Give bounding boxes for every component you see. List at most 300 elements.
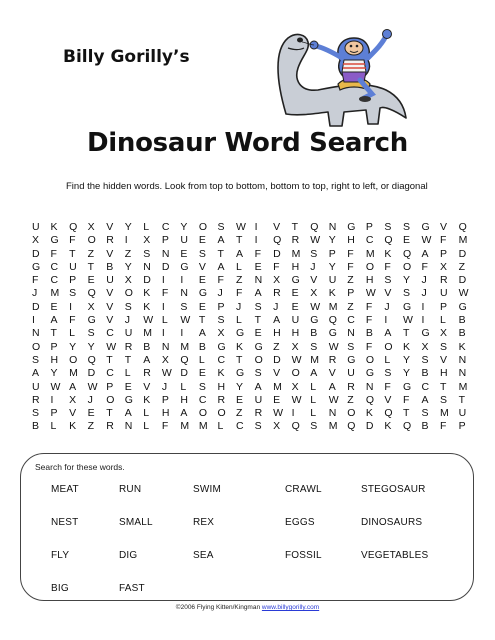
- grid-letter: M: [69, 367, 78, 380]
- grid-letter: N: [161, 247, 170, 260]
- grid-letter: W: [87, 380, 98, 393]
- grid-letter: S: [87, 327, 95, 340]
- grid-letter: F: [440, 420, 447, 433]
- grid-letter: S: [32, 407, 40, 420]
- grid-letter: G: [217, 340, 226, 353]
- grid-letter: D: [87, 367, 96, 380]
- grid-letter: T: [236, 234, 243, 247]
- grid-letter: A: [236, 247, 244, 260]
- grid-letter: K: [50, 221, 58, 233]
- grid-letter: M: [273, 380, 282, 393]
- grid-letter: T: [124, 353, 132, 366]
- grid-letter: L: [124, 367, 131, 380]
- grid-letter: Q: [458, 221, 467, 233]
- grid-letter: I: [161, 327, 165, 340]
- grid-letter: O: [32, 340, 41, 353]
- website-link[interactable]: www.billygorilly.com: [261, 604, 320, 611]
- grid-letter: S: [180, 300, 188, 313]
- grid-letter: M: [328, 420, 338, 433]
- grid-letter: T: [236, 353, 243, 366]
- grid-letter: Y: [402, 353, 410, 366]
- grid-letter: M: [291, 247, 301, 260]
- grid-letter: L: [69, 327, 75, 340]
- grid-letter: X: [217, 327, 225, 340]
- grid-letter: N: [328, 407, 337, 420]
- grid-letter: T: [217, 247, 224, 260]
- grid-letter: L: [236, 260, 242, 273]
- grid-letter: Q: [328, 314, 337, 327]
- grid-letter: Y: [402, 367, 410, 380]
- search-word: BIG: [51, 583, 69, 594]
- word-bank: [20, 453, 474, 601]
- grid-letter: N: [124, 420, 133, 433]
- grid-letter: T: [254, 314, 261, 327]
- grid-letter: F: [161, 287, 169, 300]
- grid-letter: A: [254, 287, 262, 300]
- grid-letter: F: [421, 260, 428, 273]
- grid-letter: S: [254, 367, 262, 380]
- grid-letter: P: [106, 380, 114, 393]
- grid-letter: H: [161, 407, 170, 420]
- grid-letter: L: [143, 221, 150, 233]
- grid-row: [32, 261, 477, 274]
- grid-letter: N: [254, 274, 263, 287]
- grid-letter: Q: [87, 353, 96, 366]
- grid-letter: V: [198, 260, 206, 273]
- grid-letter: L: [440, 314, 446, 327]
- grid-letter: L: [143, 407, 150, 420]
- grid-letter: J: [384, 300, 390, 313]
- grid-letter: F: [217, 274, 224, 287]
- grid-letter: D: [458, 247, 467, 260]
- grid-letter: G: [347, 221, 356, 233]
- grid-letter: P: [69, 274, 77, 287]
- grid-letter: R: [328, 353, 337, 366]
- grid-letter: W: [402, 314, 413, 327]
- grid-letter: O: [402, 260, 412, 273]
- grid-letter: G: [236, 367, 245, 380]
- grid-letter: L: [217, 420, 224, 433]
- grid-letter: G: [254, 340, 263, 353]
- grid-letter: I: [180, 274, 184, 287]
- grid-letter: M: [440, 407, 449, 420]
- search-word: VEGETABLES: [361, 550, 429, 561]
- grid-letter: W: [273, 407, 284, 420]
- grid-letter: G: [32, 260, 41, 273]
- grid-letter: W: [180, 314, 191, 327]
- grid-letter: J: [87, 393, 93, 406]
- grid-letter: Q: [69, 221, 78, 233]
- grid-letter: W: [328, 340, 339, 353]
- grid-letter: P: [458, 420, 466, 433]
- grid-letter: N: [458, 353, 467, 366]
- grid-letter: X: [32, 234, 40, 247]
- grid-letter: A: [384, 327, 392, 340]
- grid-letter: I: [32, 314, 35, 327]
- grid-letter: R: [347, 380, 355, 393]
- grid-letter: U: [291, 314, 300, 327]
- grid-letter: F: [365, 314, 373, 327]
- grid-letter: P: [50, 340, 58, 353]
- grid-letter: V: [273, 221, 281, 233]
- grid-letter: I: [124, 234, 128, 247]
- grid-letter: W: [328, 393, 339, 406]
- grid-letter: D: [273, 247, 281, 260]
- grid-letter: H: [50, 353, 59, 366]
- grid-letter: L: [143, 420, 150, 433]
- grid-letter: L: [161, 314, 168, 327]
- grid-letter: Y: [124, 260, 132, 273]
- grid-letter: L: [198, 353, 205, 366]
- grid-letter: F: [347, 260, 354, 273]
- grid-letter: P: [440, 247, 448, 260]
- grid-row: [32, 367, 477, 380]
- search-word: DINOSAURS: [361, 517, 423, 528]
- grid-letter: I: [384, 314, 388, 327]
- grid-letter: C: [50, 274, 59, 287]
- grid-row: [32, 420, 477, 433]
- grid-letter: K: [384, 247, 392, 260]
- grid-letter: E: [198, 300, 206, 313]
- grid-letter: B: [458, 327, 466, 340]
- grid-letter: M: [328, 300, 338, 313]
- grid-letter: S: [402, 287, 410, 300]
- grid-letter: J: [310, 260, 316, 273]
- grid-letter: S: [310, 420, 318, 433]
- grid-letter: U: [124, 327, 133, 340]
- grid-letter: Y: [69, 340, 77, 353]
- grid-letter: J: [124, 314, 130, 327]
- grid-letter: H: [180, 393, 188, 406]
- brand-title: Billy Gorilly’s: [63, 47, 190, 67]
- grid-letter: I: [421, 314, 425, 327]
- grid-letter: E: [180, 247, 188, 260]
- grid-row: [32, 314, 477, 327]
- grid-letter: U: [440, 287, 448, 300]
- grid-letter: N: [365, 380, 374, 393]
- grid-letter: G: [236, 327, 245, 340]
- grid-letter: J: [217, 287, 223, 300]
- grid-letter: U: [106, 274, 114, 287]
- grid-letter: U: [458, 407, 467, 420]
- grid-row: [32, 354, 477, 367]
- footer: [0, 604, 495, 611]
- grid-letter: I: [69, 300, 73, 313]
- grid-letter: R: [273, 287, 281, 300]
- grid-letter: F: [384, 260, 391, 273]
- grid-letter: G: [328, 327, 337, 340]
- grid-letter: Q: [347, 420, 356, 433]
- grid-letter: Z: [347, 274, 354, 287]
- grid-letter: C: [161, 221, 170, 233]
- grid-letter: A: [180, 407, 188, 420]
- grid-letter: I: [161, 300, 165, 313]
- grid-letter: A: [143, 353, 151, 366]
- grid-row: [32, 301, 477, 314]
- grid-letter: L: [310, 380, 317, 393]
- grid-row: [32, 327, 477, 340]
- grid-letter: S: [198, 247, 206, 260]
- grid-letter: W: [458, 287, 469, 300]
- grid-letter: Q: [402, 247, 412, 260]
- grid-letter: O: [124, 287, 133, 300]
- grid-letter: Y: [50, 367, 58, 380]
- grid-letter: K: [69, 420, 77, 433]
- grid-letter: E: [198, 274, 206, 287]
- grid-letter: H: [291, 327, 300, 340]
- grid-letter: T: [69, 247, 76, 260]
- grid-letter: F: [402, 393, 410, 406]
- grid-letter: O: [69, 353, 78, 366]
- grid-letter: T: [440, 380, 447, 393]
- grid-letter: S: [124, 300, 132, 313]
- grid-letter: I: [291, 407, 295, 420]
- grid-letter: A: [124, 407, 132, 420]
- grid-letter: T: [87, 260, 95, 273]
- grid-letter: I: [161, 274, 165, 287]
- grid-letter: E: [50, 300, 58, 313]
- grid-letter: Y: [180, 221, 188, 233]
- grid-letter: Y: [124, 221, 132, 233]
- grid-letter: R: [440, 274, 448, 287]
- grid-letter: U: [69, 260, 77, 273]
- grid-letter: Q: [180, 353, 189, 366]
- grid-letter: A: [50, 314, 58, 327]
- grid-letter: A: [273, 314, 281, 327]
- grid-letter: G: [421, 221, 430, 233]
- grid-letter: J: [236, 300, 242, 313]
- grid-letter: A: [32, 367, 40, 380]
- grid-letter: A: [217, 260, 225, 273]
- grid-letter: V: [384, 393, 392, 406]
- grid-letter: J: [421, 287, 427, 300]
- grid-letter: F: [32, 274, 39, 287]
- grid-letter: R: [124, 340, 133, 353]
- grid-letter: S: [440, 340, 448, 353]
- grid-letter: W: [310, 234, 321, 247]
- grid-row: [32, 394, 477, 407]
- grid-letter: C: [347, 314, 355, 327]
- grid-letter: N: [143, 260, 151, 273]
- grid-letter: J: [421, 274, 427, 287]
- grid-letter: H: [291, 260, 300, 273]
- grid-letter: N: [32, 327, 40, 340]
- grid-letter: F: [365, 300, 373, 313]
- grid-letter: K: [143, 300, 151, 313]
- grid-letter: P: [161, 234, 169, 247]
- grid-letter: H: [347, 234, 355, 247]
- grid-letter: S: [217, 221, 225, 233]
- grid-letter: P: [365, 221, 373, 233]
- grid-row: [32, 234, 477, 247]
- grid-row: [32, 287, 477, 300]
- grid-letter: P: [217, 300, 225, 313]
- grid-letter: R: [291, 234, 300, 247]
- grid-letter: W: [365, 287, 376, 300]
- search-word: RUN: [119, 484, 142, 495]
- grid-letter: C: [198, 393, 207, 406]
- grid-letter: X: [143, 234, 151, 247]
- grid-letter: D: [161, 260, 170, 273]
- word-bank-list: [21, 484, 473, 616]
- word-bank-row: [21, 517, 473, 550]
- grid-letter: G: [458, 300, 467, 313]
- grid-letter: E: [291, 287, 299, 300]
- grid-letter: Q: [273, 234, 282, 247]
- grid-letter: Q: [402, 420, 412, 433]
- grid-letter: K: [143, 287, 151, 300]
- grid-letter: T: [50, 327, 57, 340]
- search-word: SWIM: [193, 484, 222, 495]
- grid-letter: J: [32, 287, 38, 300]
- grid-letter: X: [273, 274, 281, 287]
- grid-letter: W: [291, 353, 302, 366]
- grid-letter: V: [384, 287, 392, 300]
- grid-letter: O: [384, 340, 393, 353]
- search-word: EGGS: [285, 517, 315, 528]
- grid-letter: C: [365, 234, 374, 247]
- grid-letter: E: [198, 234, 206, 247]
- instructions: Find the hidden words. Look from top to bottom, bottom to top, right to left, or diagonal: [66, 181, 428, 192]
- grid-letter: I: [254, 234, 258, 247]
- grid-letter: F: [254, 247, 261, 260]
- grid-letter: G: [310, 314, 319, 327]
- grid-letter: V: [328, 367, 336, 380]
- grid-letter: U: [180, 234, 188, 247]
- grid-letter: S: [198, 380, 206, 393]
- grid-letter: S: [384, 367, 392, 380]
- grid-letter: E: [254, 260, 262, 273]
- search-word: FAST: [119, 583, 145, 594]
- grid-letter: B: [32, 420, 40, 433]
- grid-letter: U: [254, 393, 263, 406]
- grid-letter: Z: [124, 247, 132, 260]
- search-word: REX: [193, 517, 215, 528]
- grid-row: [32, 248, 477, 261]
- grid-letter: S: [421, 407, 429, 420]
- grid-letter: O: [347, 407, 356, 420]
- grid-letter: M: [50, 287, 60, 300]
- copyright-text: ©2006 Flying Kitten/Kingman: [175, 604, 262, 611]
- grid-letter: H: [273, 327, 281, 340]
- grid-row: [32, 221, 477, 234]
- grid-letter: O: [291, 367, 300, 380]
- grid-letter: Q: [384, 407, 393, 420]
- grid-letter: W: [421, 234, 432, 247]
- grid-letter: E: [273, 393, 281, 406]
- grid-letter: T: [198, 314, 206, 327]
- search-word: DIG: [119, 550, 138, 561]
- grid-letter: G: [365, 367, 375, 380]
- grid-letter: M: [180, 340, 190, 353]
- grid-letter: U: [347, 367, 355, 380]
- grid-letter: O: [198, 221, 208, 233]
- grid-letter: F: [273, 260, 280, 273]
- grid-letter: T: [458, 393, 465, 406]
- grid-letter: Y: [328, 260, 336, 273]
- grid-letter: Y: [402, 274, 410, 287]
- grid-letter: A: [69, 380, 77, 393]
- grid-letter: J: [273, 300, 279, 313]
- grid-letter: S: [143, 247, 151, 260]
- grid-letter: W: [106, 340, 117, 353]
- grid-letter: A: [421, 393, 429, 406]
- grid-letter: O: [365, 260, 375, 273]
- word-bank-row: [21, 550, 473, 583]
- grid-letter: W: [161, 367, 172, 380]
- grid-letter: T: [291, 221, 299, 233]
- grid-letter: S: [254, 300, 262, 313]
- word-bank-label: Search for these words.: [35, 462, 125, 472]
- grid-letter: U: [328, 274, 337, 287]
- grid-letter: V: [310, 274, 318, 287]
- grid-letter: C: [217, 353, 226, 366]
- grid-letter: S: [384, 274, 392, 287]
- grid-letter: G: [124, 393, 133, 406]
- grid-letter: R: [143, 367, 151, 380]
- grid-row: [32, 274, 477, 287]
- grid-letter: O: [254, 353, 263, 366]
- grid-letter: D: [143, 274, 151, 287]
- grid-letter: O: [106, 393, 115, 406]
- grid-letter: K: [402, 340, 410, 353]
- grid-letter: J: [161, 380, 168, 393]
- grid-letter: P: [347, 287, 355, 300]
- grid-letter: C: [236, 420, 244, 433]
- grid-letter: R: [254, 407, 263, 420]
- grid-letter: N: [347, 327, 355, 340]
- grid-letter: O: [217, 407, 226, 420]
- grid-letter: C: [106, 367, 114, 380]
- grid-letter: Z: [236, 274, 243, 287]
- grid-letter: C: [50, 260, 59, 273]
- grid-letter: A: [328, 380, 336, 393]
- grid-letter: Y: [87, 340, 95, 353]
- grid-letter: N: [180, 287, 188, 300]
- grid-letter: G: [198, 287, 208, 300]
- grid-letter: U: [32, 221, 40, 233]
- grid-letter: F: [440, 234, 447, 247]
- grid-letter: N: [161, 340, 170, 353]
- search-word: CRAWL: [285, 484, 322, 495]
- grid-letter: M: [458, 234, 468, 247]
- grid-letter: O: [198, 407, 208, 420]
- grid-letter: X: [440, 260, 448, 273]
- grid-letter: G: [50, 234, 59, 247]
- grid-letter: S: [310, 340, 318, 353]
- grid-row: [32, 407, 477, 420]
- grid-letter: Z: [458, 260, 465, 273]
- grid-letter: M: [458, 380, 468, 393]
- grid-letter: K: [217, 367, 225, 380]
- grid-letter: Q: [310, 221, 319, 233]
- grid-letter: L: [236, 314, 242, 327]
- grid-letter: F: [50, 247, 57, 260]
- grid-letter: F: [347, 247, 354, 260]
- grid-letter: V: [106, 314, 114, 327]
- search-word: FLY: [51, 550, 70, 561]
- grid-letter: R: [217, 393, 226, 406]
- grid-letter: T: [402, 327, 410, 340]
- grid-letter: D: [273, 353, 281, 366]
- grid-letter: S: [421, 353, 429, 366]
- grid-letter: H: [365, 274, 374, 287]
- grid-letter: A: [310, 367, 318, 380]
- grid-letter: N: [458, 367, 467, 380]
- grid-letter: F: [365, 340, 373, 353]
- grid-letter: G: [402, 300, 412, 313]
- grid-letter: V: [143, 380, 151, 393]
